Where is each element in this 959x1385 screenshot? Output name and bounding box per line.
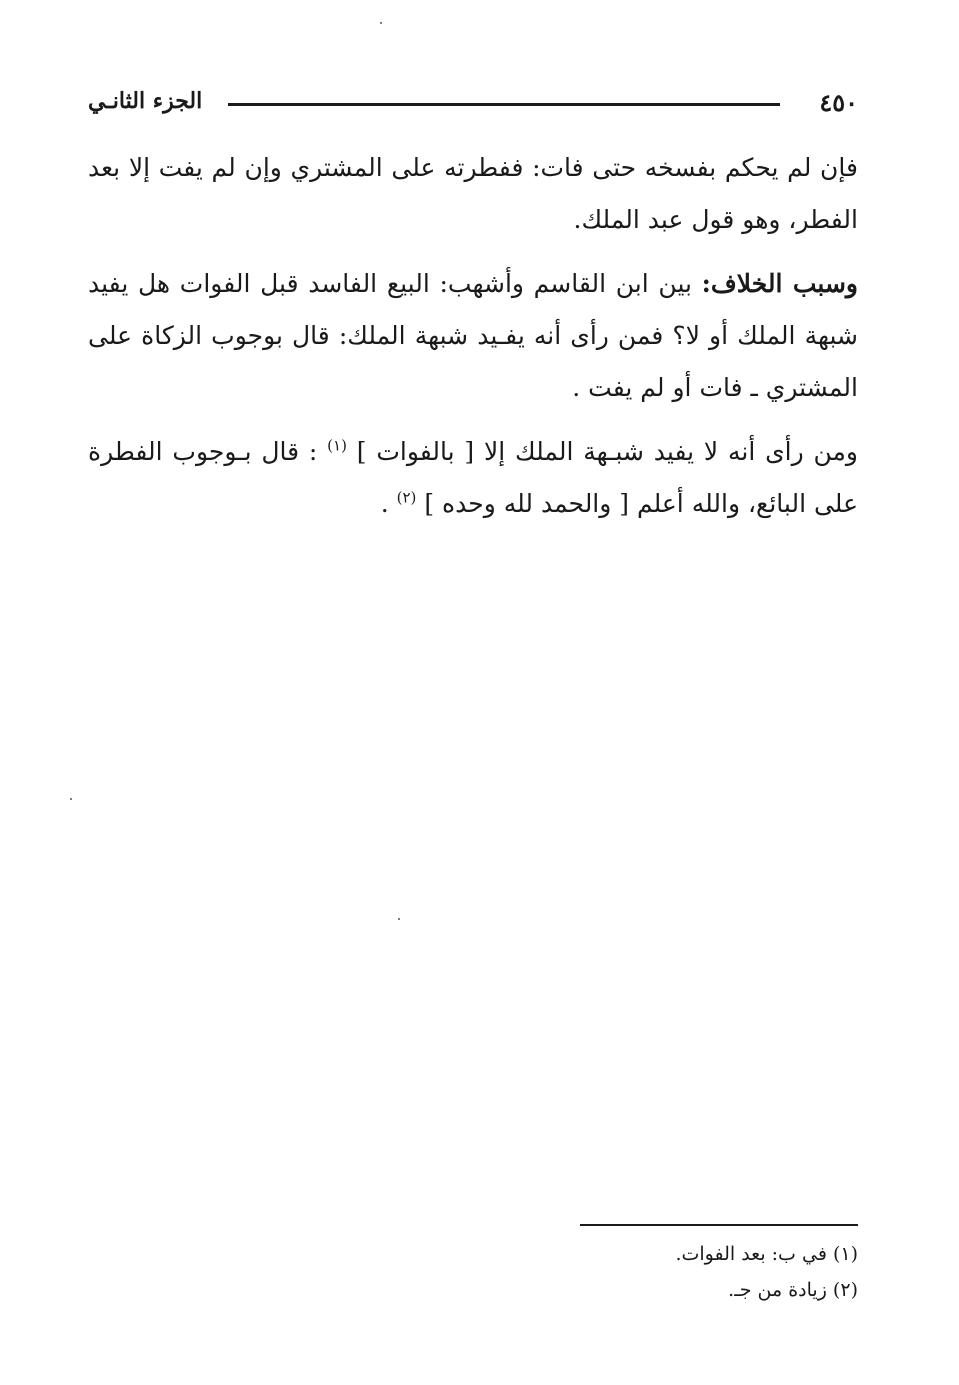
paragraph-3-part-c: . [380,489,397,518]
paragraph-3-part-b: : قال بـوجوب الفطرة على البائع، والله أعلم [ والحمد لله وحده ] [88,437,858,518]
page-number: ٤٥٠ [819,88,858,117]
footnote-ref-2[interactable]: (٢) [396,488,417,507]
footnote-rule [580,1224,858,1226]
footnote-1: (١) في ب: بعد الفوات. [675,1243,858,1265]
footnote-ref-1[interactable]: (١) [327,436,347,455]
paragraph-1: فإن لم يحكم بفسخه حتى فات: ففطرته على المشتري وإن لم يفت إلا بعد الفطر، وهو قول عبد الملك. [88,153,858,234]
page-header [88,84,858,124]
footnotes [500,1236,858,1308]
paragraph-2-text: بين ابن القاسم وأشهب: البيع الفاسد قبل الفوات هل يفيد شبهة الملك أو لا؟ فمن رأى أنه يفـيد شبهة الملك: قال بوجوب الزكاة على المشتري ـ فات أو لم يفت . [88,269,858,402]
scan-speck [398,918,400,920]
scan-speck [70,798,72,800]
paragraph-2 [88,258,858,414]
running-title: الجزء الثانـي [88,88,203,114]
section-term: وسبب الخلاف: [701,269,858,298]
paragraph-3 [88,426,858,530]
header-rule [228,103,780,106]
footnote-2: (٢) زيادة من جـ. [728,1279,858,1301]
paragraph-3-part-a: ومن رأى أنه لا يفيد شبـهة الملك إلا [ بالفوات ] [346,437,858,466]
main-text [88,142,858,542]
scan-speck [380,22,382,24]
